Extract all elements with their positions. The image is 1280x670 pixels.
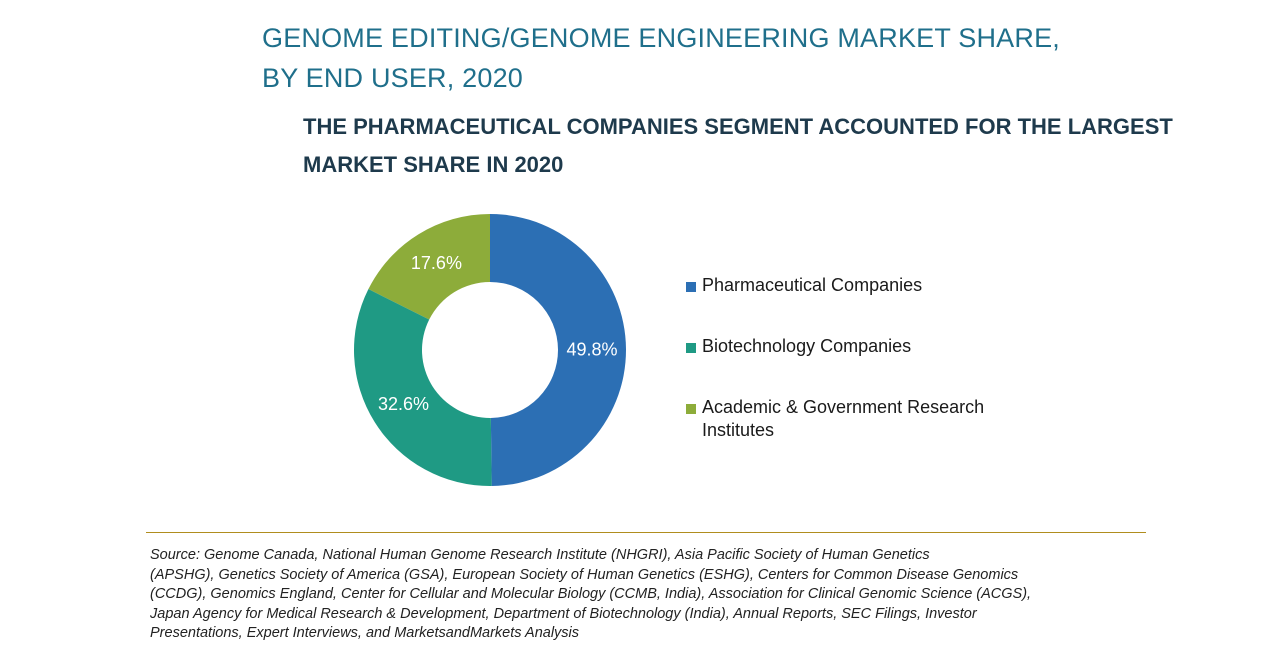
chart-title: [262, 18, 1162, 98]
legend-swatch: [686, 282, 696, 292]
chart-subtitle-line: THE PHARMACEUTICAL COMPANIES SEGMENT ACCOUNTED FOR THE LARGEST: [303, 114, 1173, 139]
legend-swatch: [686, 404, 696, 414]
source-line: Presentations, Expert Interviews, and MarketsandMarkets Analysis: [150, 625, 580, 641]
legend-label: Institutes: [702, 420, 775, 440]
legend-label: Pharmaceutical Companies: [702, 275, 923, 295]
donut-data-label: 17.6%: [410, 253, 462, 274]
donut-data-label: 49.8%: [566, 339, 618, 360]
legend-item-pharmaceutical-companies: [686, 274, 1026, 297]
chart-title-line: GENOME EDITING/GENOME ENGINEERING MARKET SHARE,: [262, 23, 1061, 53]
legend-swatch: [686, 343, 696, 353]
chart-subtitle-line: MARKET SHARE IN 2020: [303, 152, 564, 177]
source-divider: [146, 532, 1146, 533]
donut-chart: [340, 200, 640, 500]
chart-title-line: BY END USER, 2020: [262, 63, 524, 93]
legend-label: Biotechnology Companies: [702, 336, 912, 356]
chart-subtitle: [303, 108, 1203, 184]
source-line: Japan Agency for Medical Research & Development, Department of Biotechnology (India), Annual Reports, SEC Filings, Investor: [150, 605, 977, 622]
donut-slice-biotechnology-companies: [354, 289, 492, 486]
source-line: Source: Genome Canada, National Human Genome Research Institute (NHGRI), Asia Pacific Society of Human Genetics: [150, 547, 930, 563]
legend-item-biotechnology-companies: [686, 335, 1026, 358]
source-note: [150, 546, 1150, 644]
chart-legend: [686, 274, 1026, 442]
source-line: (APSHG), Genetics Society of America (GSA), European Society of Human Genetics (ESHG), Centers for Common Disease Genomics: [150, 566, 1019, 583]
source-line: (CCDG), Genomics England, Center for Cellular and Molecular Biology (CCMB, India), Association for Clinical Genomic Science (ACGS),: [150, 586, 1032, 602]
legend-item-academic-government-research-institutes: [686, 396, 1026, 442]
donut-data-label: 32.6%: [378, 394, 430, 415]
legend-label: Academic & Government Research: [702, 397, 985, 417]
